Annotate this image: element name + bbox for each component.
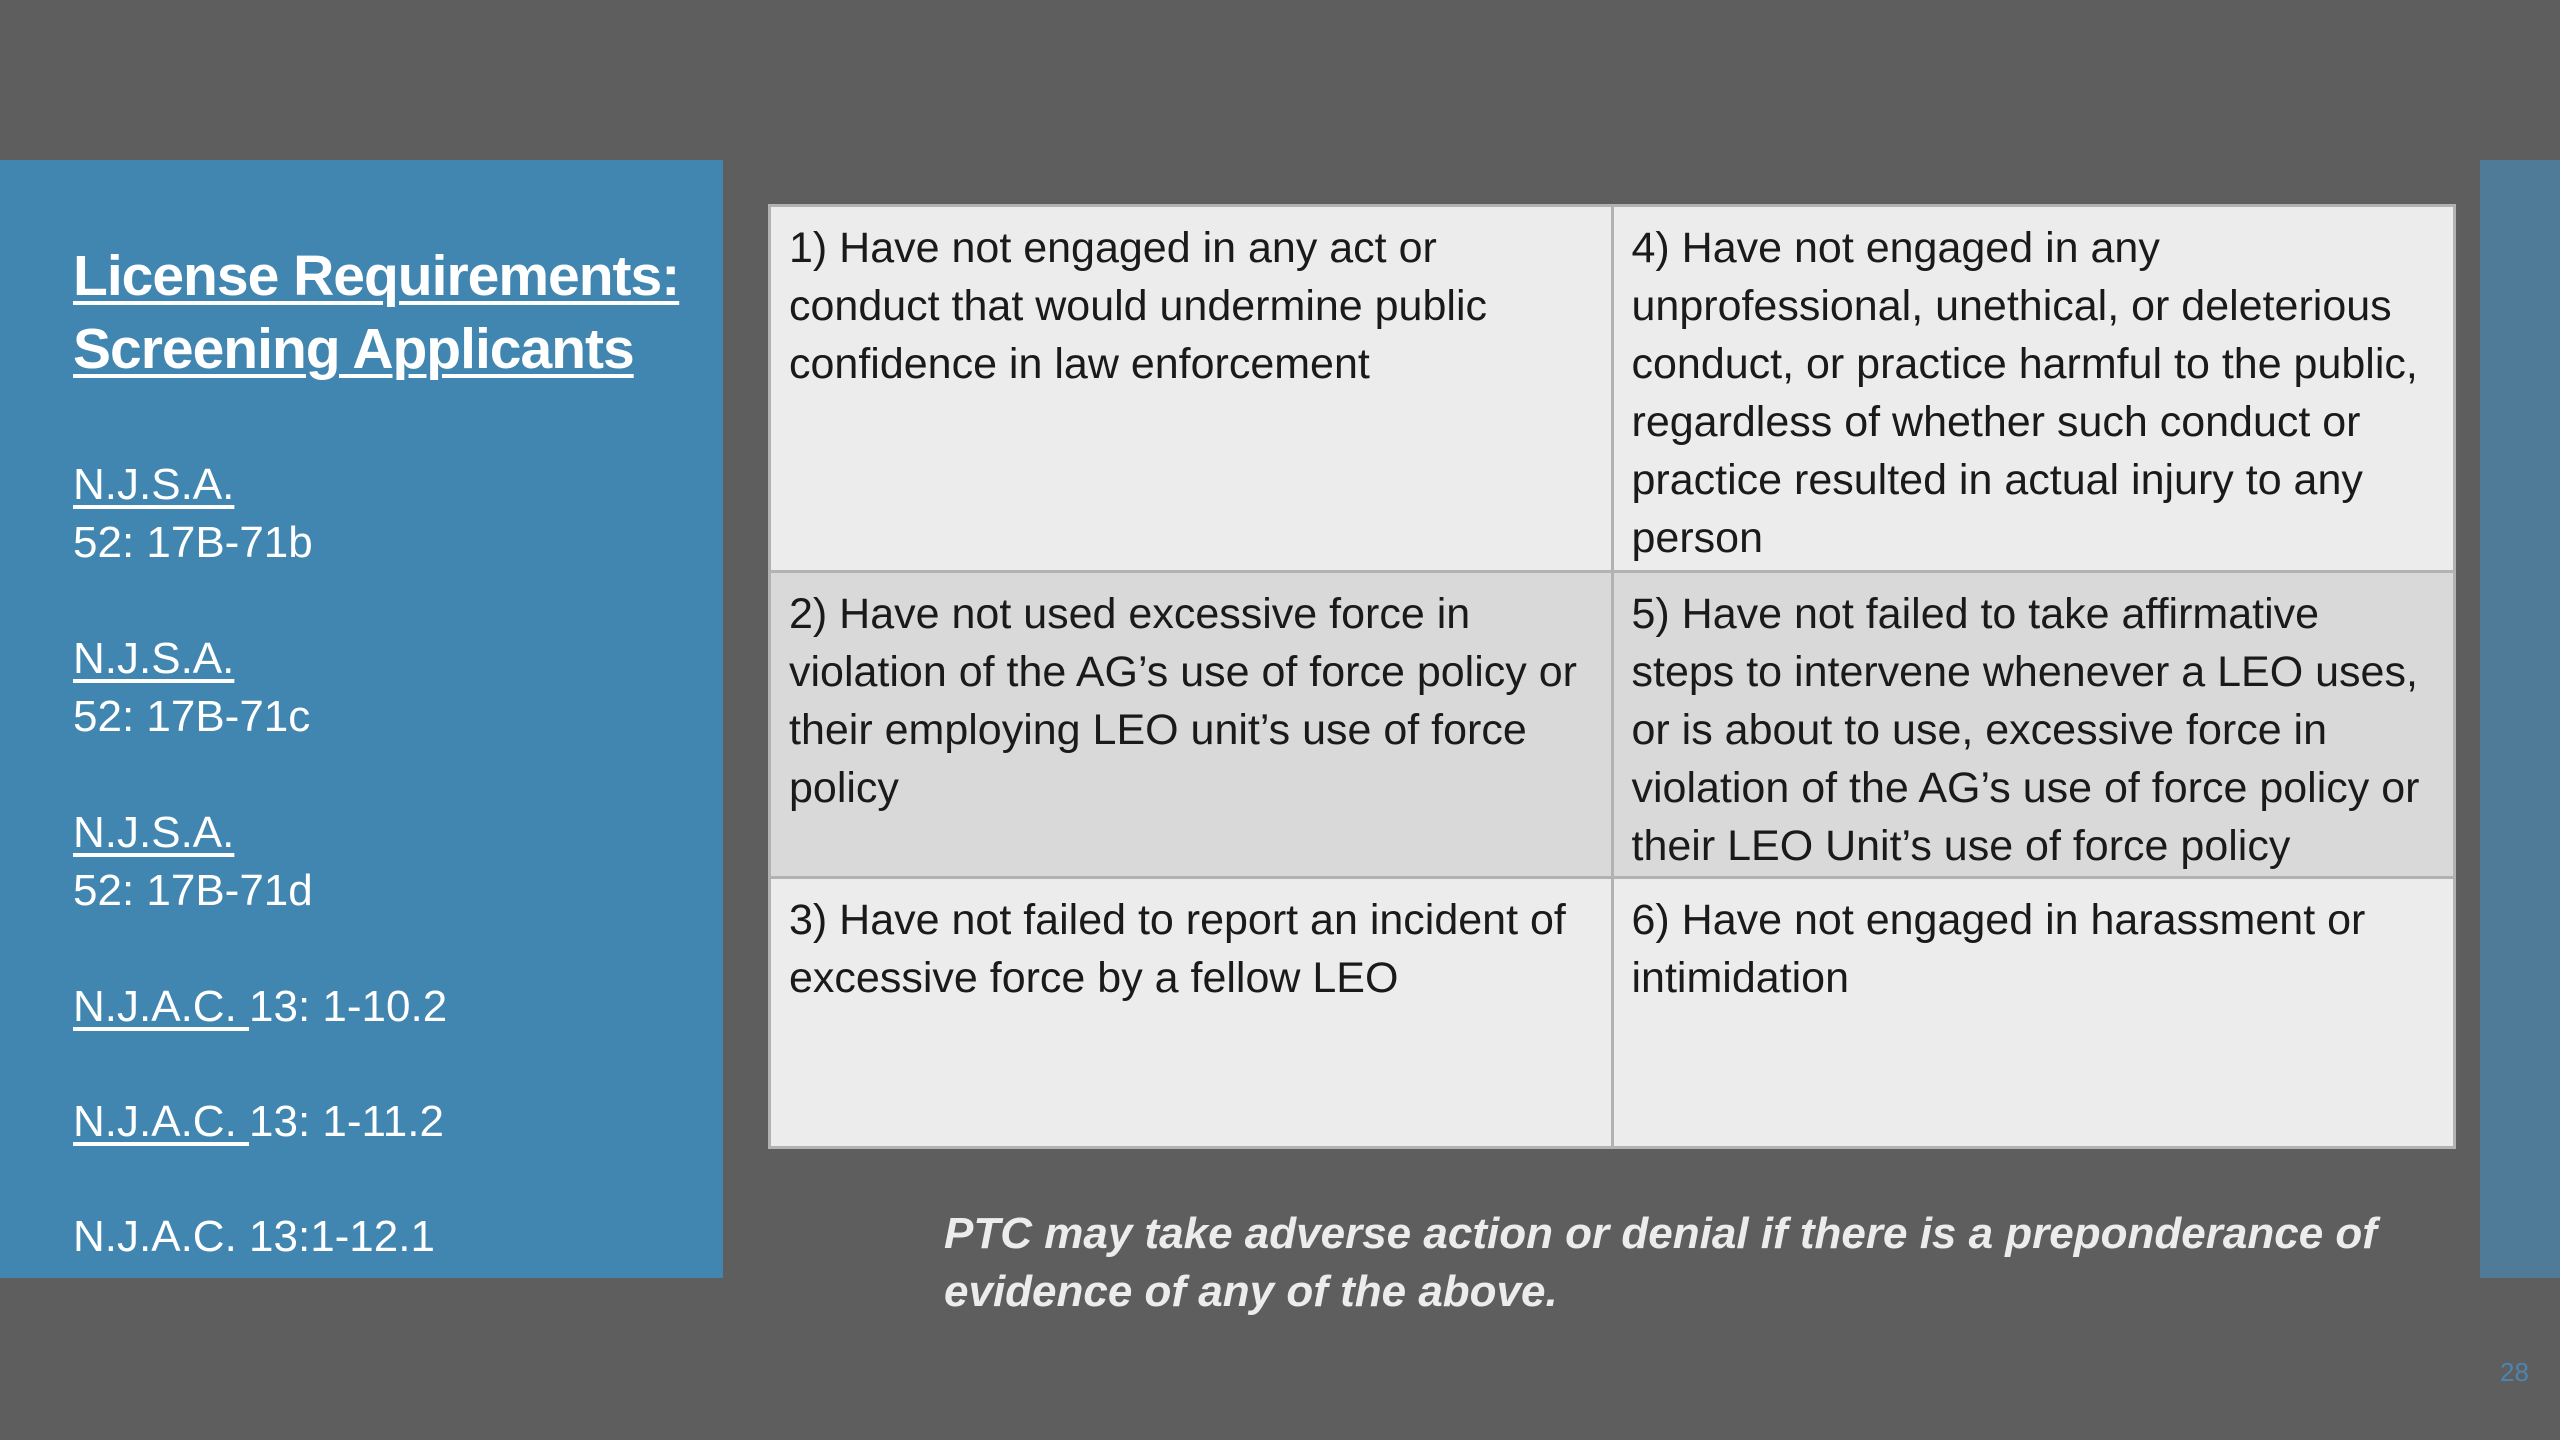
citation-section: 13: 1-11.2 xyxy=(249,1097,444,1146)
citation-njsa-71c xyxy=(73,630,723,746)
sidebar-panel xyxy=(0,160,723,1278)
citation-section: 52: 17B-71d xyxy=(73,866,313,915)
table-row xyxy=(770,572,2455,878)
requirement-cell-3: 3) Have not failed to report an incident of excessive force by a fellow LEO xyxy=(770,878,1613,1148)
citation-code: N.J.S.A. xyxy=(73,460,235,509)
sidebar-title xyxy=(73,240,723,386)
citation-code: N.J.A.C. xyxy=(73,982,250,1031)
citation-njac-11-2 xyxy=(73,1093,723,1151)
citation-code: N.J.A.C. 13:1-12.1 xyxy=(73,1212,435,1261)
right-accent-strip xyxy=(2480,160,2560,1278)
requirement-cell-4: 4) Have not engaged in any unprofessional, unethical, or deleterious conduct, or practice harmful to the public, regardless of whether such conduct or practice resulted in actual injury to any person xyxy=(1612,206,2455,572)
citation-section: 52: 17B-71c xyxy=(73,692,311,741)
requirement-cell-6: 6) Have not engaged in harassment or intimidation xyxy=(1612,878,2455,1148)
requirements-table xyxy=(768,204,2456,1149)
sidebar-title-line-2: Screening Applicants xyxy=(73,317,634,381)
citation-code: N.J.A.C. xyxy=(73,1097,250,1146)
citation-section: 13: 1-10.2 xyxy=(249,982,448,1031)
citation-njsa-71d xyxy=(73,804,723,920)
sidebar-title-line-1: License Requirements: xyxy=(73,244,680,308)
requirement-cell-5: 5) Have not failed to take affirmative steps to intervene whenever a LEO uses, or is about to use, excessive force in violation of the AG’s use of force policy or their LEO Unit’s use of force policy xyxy=(1612,572,2455,878)
page-number: 28 xyxy=(2500,1357,2529,1387)
table-row xyxy=(770,878,2455,1148)
citation-code: N.J.S.A. xyxy=(73,634,235,683)
requirement-cell-1: 1) Have not engaged in any act or conduct that would undermine public confidence in law enforcement xyxy=(770,206,1613,572)
table-row xyxy=(770,206,2455,572)
requirement-cell-2: 2) Have not used excessive force in violation of the AG’s use of force policy or their employing LEO unit’s use of force policy xyxy=(770,572,1613,878)
citation-section: 52: 17B-71b xyxy=(73,518,313,567)
citation-njac-12-1 xyxy=(73,1208,723,1266)
citation-njac-10-2 xyxy=(73,978,723,1036)
citation-njsa-71b xyxy=(73,456,723,572)
citation-code: N.J.S.A. xyxy=(73,808,235,857)
footnote: PTC may take adverse action or denial if there is a preponderance of evidence of any of the above. xyxy=(944,1209,2377,1316)
